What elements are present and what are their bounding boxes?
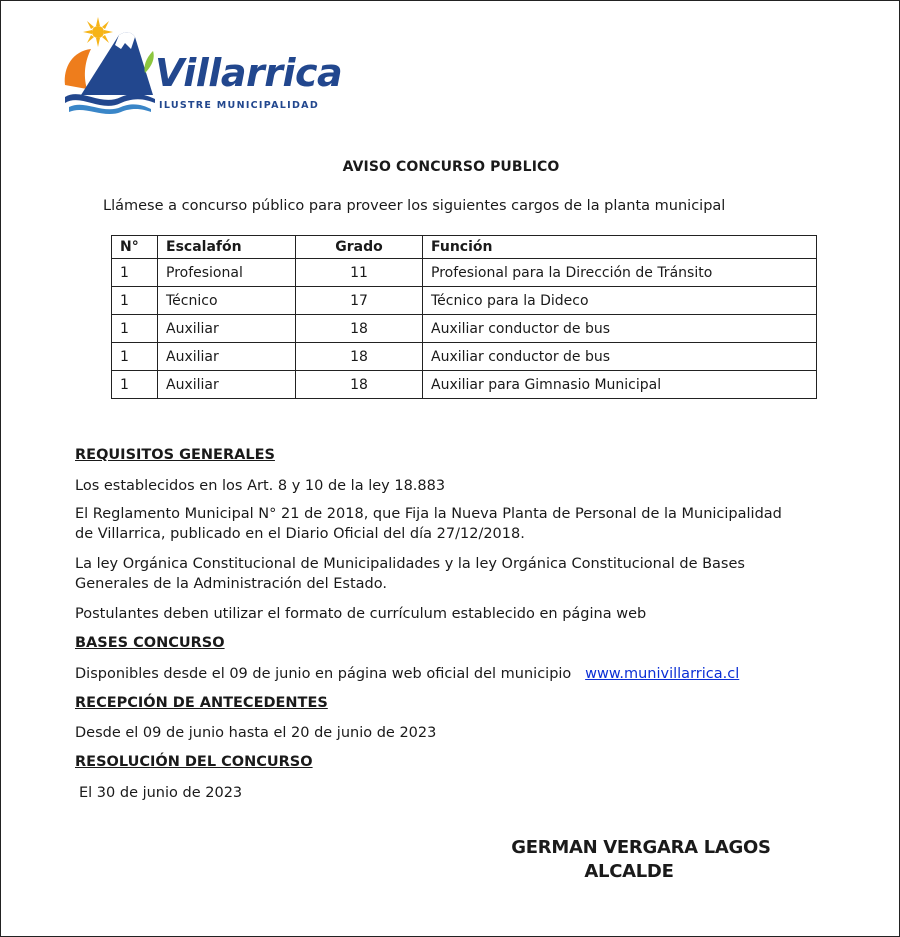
intro-text: Llámese a concurso público para proveer los siguientes cargos de la planta municipal [103,198,726,214]
requisitos-ley-line2: Generales de la Administración del Estado. [75,576,387,592]
requisitos-reglamento-line1: El Reglamento Municipal N° 21 de 2018, que Fija la Nueva Planta de Personal de la Municipalidad [75,506,782,522]
table-cell: 11 [296,259,423,287]
municipality-website-link[interactable]: www.munivillarrica.cl [585,666,740,682]
table-row [112,259,817,287]
table-cell: Auxiliar [158,371,296,399]
resolucion-heading: RESOLUCIÓN DEL CONCURSO [75,754,313,770]
table-cell: Auxiliar para Gimnasio Municipal [423,371,817,399]
table-cell: 1 [112,315,158,343]
column-header: N° [112,236,158,259]
requisitos-curriculum-text: Postulantes deben utilizar el formato de currículum establecido en página web [75,606,647,622]
recepcion-text: Desde el 09 de junio hasta el 20 de junio de 2023 [75,725,437,741]
table-row [112,315,817,343]
table-cell: 18 [296,343,423,371]
bases-text: Disponibles desde el 09 de junio en página web oficial del municipio [75,666,572,682]
bases-heading: BASES CONCURSO [75,635,225,651]
positions-table [111,235,817,399]
requisitos-ley-line1: La ley Orgánica Constitucional de Municipalidades y la ley Orgánica Constitucional de Bases [75,556,745,572]
table-cell: Profesional [158,259,296,287]
table-cell: 1 [112,259,158,287]
table-cell: 17 [296,287,423,315]
resolucion-text: El 30 de junio de 2023 [79,785,243,801]
table-cell: Profesional para la Dirección de Tránsito [423,259,817,287]
logo-wordmark: Villarrica [155,51,343,95]
signatory-name: GERMAN VERGARA LAGOS [511,837,771,858]
table-cell: 1 [112,287,158,315]
table-header-row [112,236,817,259]
table-row [112,343,817,371]
table-cell: Técnico [158,287,296,315]
table-cell: Auxiliar [158,315,296,343]
logo-subtitle: ILUSTRE MUNICIPALIDAD [159,100,320,111]
column-header: Escalafón [158,236,296,259]
requisitos-heading: REQUISITOS GENERALES [75,447,275,463]
requisitos-reglamento-line2: de Villarrica, publicado en el Diario Oficial del día 27/12/2018. [75,526,525,542]
recepcion-heading: RECEPCIÓN DE ANTECEDENTES [75,695,328,711]
table-row [112,287,817,315]
bases-text-line [75,666,739,682]
signatory-role: ALCALDE [584,861,674,882]
table-cell: Auxiliar conductor de bus [423,343,817,371]
table-cell: 1 [112,343,158,371]
table-row [112,371,817,399]
table-cell: Técnico para la Dideco [423,287,817,315]
table-cell: Auxiliar [158,343,296,371]
requisitos-law-text: Los establecidos en los Art. 8 y 10 de la ley 18.883 [75,478,446,494]
column-header: Grado [296,236,423,259]
notice-title: AVISO CONCURSO PUBLICO [342,159,560,175]
table-cell: Auxiliar conductor de bus [423,315,817,343]
villarrica-logo [61,15,343,119]
table-cell: 18 [296,315,423,343]
column-header: Función [423,236,817,259]
table-cell: 1 [112,371,158,399]
logo-emblem-icon [61,15,157,119]
table-cell: 18 [296,371,423,399]
